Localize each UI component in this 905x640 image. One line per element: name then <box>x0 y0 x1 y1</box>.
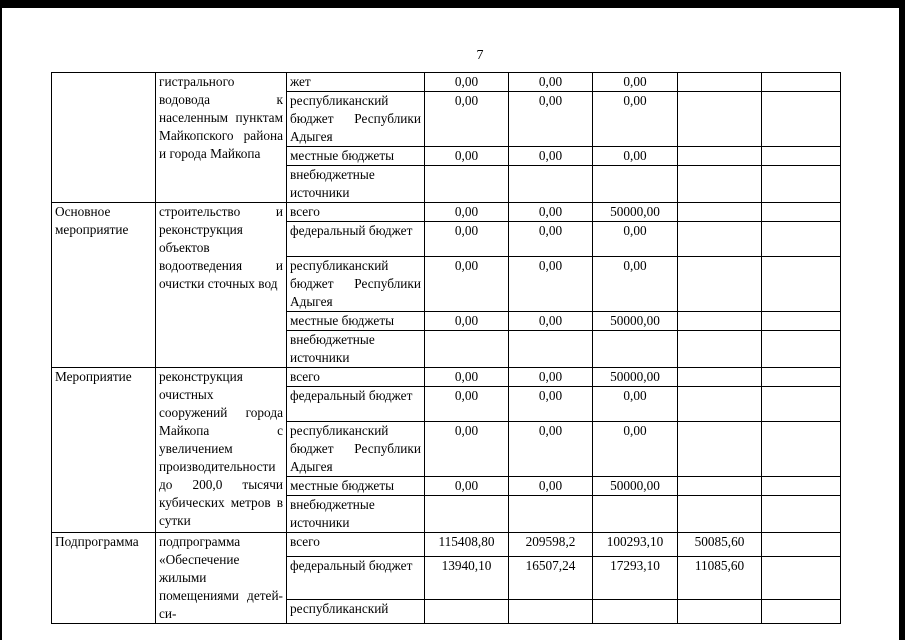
amount-cell: 0,00 <box>509 222 593 257</box>
funding-source-cell: республиканский бюджет Республики Адыгея <box>287 92 425 147</box>
funding-source-cell: всего <box>287 203 425 222</box>
amount-cell <box>762 73 841 92</box>
amount-cell: 0,00 <box>509 73 593 92</box>
amount-cell: 0,00 <box>509 147 593 166</box>
amount-cell <box>762 422 841 477</box>
amount-cell: 0,00 <box>509 368 593 387</box>
amount-cell: 0,00 <box>425 147 509 166</box>
funding-source-cell: республиканский бюджет Республики Адыгея <box>287 422 425 477</box>
amount-cell: 0,00 <box>509 387 593 422</box>
amount-cell: 50000,00 <box>593 312 678 331</box>
amount-cell <box>425 600 509 624</box>
amount-cell: 50000,00 <box>593 368 678 387</box>
amount-cell: 50085,60 <box>678 533 762 557</box>
amount-cell: 0,00 <box>425 73 509 92</box>
activity-name-cell: подпрограмма «Обеспечение жилыми помещениями детей-си- <box>156 533 287 624</box>
activity-level-cell: Основное мероприятие <box>52 203 156 368</box>
amount-cell <box>762 203 841 222</box>
scan-border-right <box>899 0 905 640</box>
amount-cell <box>678 600 762 624</box>
amount-cell: 17293,10 <box>593 556 678 600</box>
amount-cell: 0,00 <box>593 73 678 92</box>
amount-cell <box>425 166 509 203</box>
funding-source-cell: всего <box>287 533 425 557</box>
amount-cell: 11085,60 <box>678 556 762 600</box>
amount-cell: 0,00 <box>425 257 509 312</box>
amount-cell: 115408,80 <box>425 533 509 557</box>
amount-cell <box>678 147 762 166</box>
amount-cell <box>509 600 593 624</box>
funding-source-cell: республиканский бюджет Республики Адыгея <box>287 257 425 312</box>
amount-cell <box>762 147 841 166</box>
amount-cell <box>509 496 593 533</box>
amount-cell <box>762 600 841 624</box>
amount-cell <box>678 422 762 477</box>
amount-cell: 0,00 <box>425 368 509 387</box>
funding-source-cell: внебюджетные источники <box>287 331 425 368</box>
amount-cell <box>509 331 593 368</box>
amount-cell <box>678 368 762 387</box>
funding-source-cell: местные бюджеты <box>287 147 425 166</box>
scan-border-top <box>0 0 905 8</box>
amount-cell <box>762 556 841 600</box>
amount-cell <box>678 203 762 222</box>
table-row <box>52 73 841 92</box>
amount-cell: 0,00 <box>593 92 678 147</box>
amount-cell: 0,00 <box>593 257 678 312</box>
amount-cell: 0,00 <box>425 312 509 331</box>
amount-cell: 16507,24 <box>509 556 593 600</box>
funding-source-cell: внебюджетные источники <box>287 166 425 203</box>
funding-source-cell: республиканский <box>287 600 425 624</box>
amount-cell <box>593 166 678 203</box>
amount-cell: 0,00 <box>509 203 593 222</box>
funding-source-cell: федеральный бюджет <box>287 387 425 422</box>
amount-cell: 100293,10 <box>593 533 678 557</box>
amount-cell <box>762 92 841 147</box>
amount-cell: 209598,2 <box>509 533 593 557</box>
amount-cell: 50000,00 <box>593 203 678 222</box>
amount-cell: 0,00 <box>425 477 509 496</box>
amount-cell <box>425 496 509 533</box>
amount-cell: 0,00 <box>593 222 678 257</box>
amount-cell <box>762 312 841 331</box>
amount-cell <box>762 387 841 422</box>
amount-cell: 0,00 <box>425 422 509 477</box>
amount-cell <box>509 166 593 203</box>
amount-cell: 13940,10 <box>425 556 509 600</box>
amount-cell <box>762 368 841 387</box>
amount-cell: 0,00 <box>593 387 678 422</box>
amount-cell <box>678 387 762 422</box>
table-row <box>52 533 841 557</box>
amount-cell <box>678 312 762 331</box>
amount-cell <box>678 257 762 312</box>
amount-cell: 0,00 <box>593 147 678 166</box>
amount-cell <box>762 331 841 368</box>
funding-source-cell: местные бюджеты <box>287 477 425 496</box>
amount-cell <box>762 533 841 557</box>
page-number: 7 <box>476 48 484 63</box>
funding-source-cell: федеральный бюджет <box>287 556 425 600</box>
funding-source-cell: федеральный бюджет <box>287 222 425 257</box>
amount-cell: 50000,00 <box>593 477 678 496</box>
amount-cell <box>678 496 762 533</box>
amount-cell: 0,00 <box>593 422 678 477</box>
amount-cell <box>425 331 509 368</box>
amount-cell <box>678 92 762 147</box>
amount-cell <box>678 166 762 203</box>
funding-source-cell: местные бюджеты <box>287 312 425 331</box>
funding-source-cell: всего <box>287 368 425 387</box>
amount-cell <box>678 477 762 496</box>
amount-cell <box>593 331 678 368</box>
amount-cell: 0,00 <box>509 477 593 496</box>
amount-cell: 0,00 <box>425 222 509 257</box>
amount-cell <box>678 331 762 368</box>
funding-source-cell: жет <box>287 73 425 92</box>
budget-table <box>51 72 841 624</box>
amount-cell: 0,00 <box>425 92 509 147</box>
amount-cell <box>762 496 841 533</box>
amount-cell <box>593 496 678 533</box>
amount-cell <box>678 222 762 257</box>
amount-cell <box>593 600 678 624</box>
activity-level-cell: Подпрограмма <box>52 533 156 624</box>
amount-cell: 0,00 <box>509 422 593 477</box>
activity-name-cell: строительство и реконструкция объектов водоотведения и очистки сточных вод <box>156 203 287 368</box>
amount-cell: 0,00 <box>509 92 593 147</box>
amount-cell: 0,00 <box>425 387 509 422</box>
amount-cell: 0,00 <box>425 203 509 222</box>
funding-source-cell: внебюджетные источники <box>287 496 425 533</box>
activity-level-cell: Мероприятие <box>52 368 156 533</box>
table-row <box>52 368 841 387</box>
amount-cell <box>678 73 762 92</box>
amount-cell <box>762 477 841 496</box>
table-row <box>52 203 841 222</box>
activity-level-cell <box>52 73 156 203</box>
amount-cell: 0,00 <box>509 312 593 331</box>
scan-border-left <box>0 0 2 640</box>
amount-cell <box>762 257 841 312</box>
amount-cell <box>762 222 841 257</box>
amount-cell: 0,00 <box>509 257 593 312</box>
activity-name-cell: гистрального водовода к населенным пунктам Майкопского района и города Майкопа <box>156 73 287 203</box>
amount-cell <box>762 166 841 203</box>
activity-name-cell: реконструкция очистных сооружений города Майкопа с увеличением производительности до 200,0 тысячи кубических метров в сутки <box>156 368 287 533</box>
